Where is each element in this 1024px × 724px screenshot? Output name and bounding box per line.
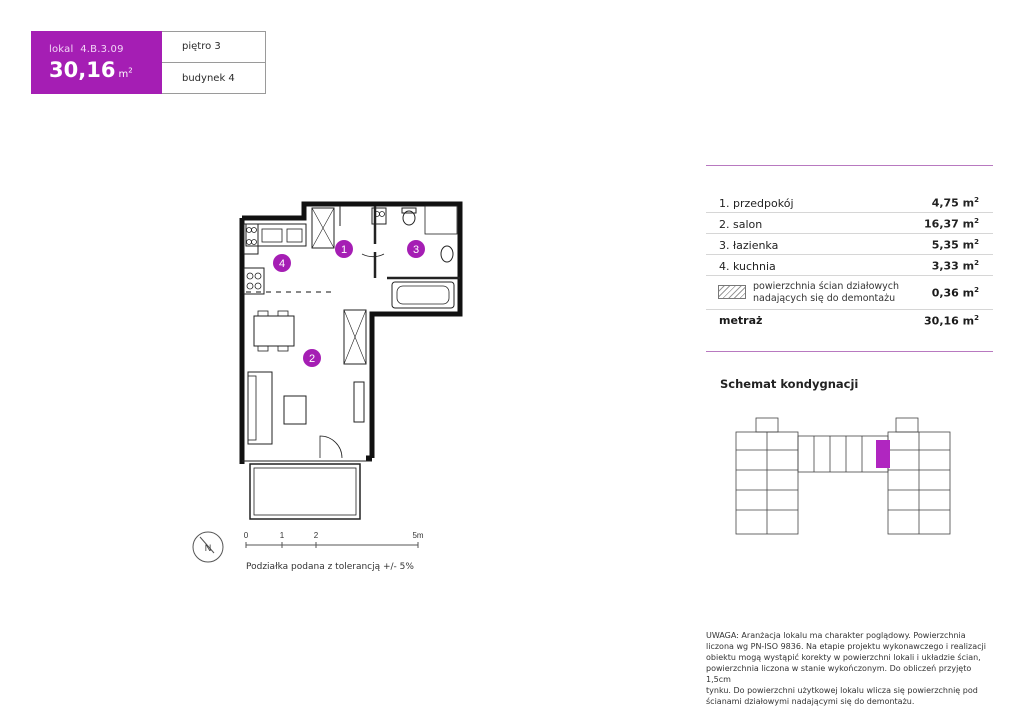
room-area-text: 4,75 m [931, 196, 975, 210]
disclaimer-note [706, 630, 996, 707]
lokal-id: 4.B.3.09 [80, 44, 124, 55]
room-name: 1. przedpokój [719, 197, 794, 210]
demolition-line: nadających się do demontażu [753, 293, 896, 304]
total-area: 30,16 $m^2$ [924, 314, 979, 328]
demolition-area: 0,36 $m^2$ [931, 286, 979, 300]
area-unit-text: m [118, 69, 129, 80]
room-area: 3,33 $m^2$ [931, 259, 979, 273]
room-area-table [706, 165, 993, 352]
room-marker-label: 1 [340, 244, 348, 256]
divider [706, 351, 993, 352]
schema-title: Schemat kondygnacji [720, 377, 859, 391]
lokal-label [49, 44, 124, 55]
room-name: 2. salon [719, 218, 763, 231]
floor-schema [730, 414, 980, 539]
building-label: budynek 4 [162, 62, 266, 93]
demolition-line: powierzchnia ścian działowych [753, 281, 900, 292]
divider [706, 165, 993, 166]
north-label: N [204, 543, 212, 553]
room-row [706, 255, 993, 276]
note-line: tynku. Do powierzchni użytkowej lokalu wlicza się powierzchnię pod [706, 686, 978, 695]
demolition-area-text: 0,36 m [931, 286, 975, 300]
room-area: 5,35 $m^2$ [931, 238, 979, 252]
unit-area-badge [31, 31, 162, 94]
unit-highlight [876, 440, 890, 468]
room-row [706, 213, 993, 234]
room-name: 4. kuchnia [719, 260, 776, 273]
unit-area-value: 30,16 [49, 58, 116, 82]
floor-plan [232, 196, 464, 526]
demolition-row [706, 276, 993, 310]
room-area-text: 5,35 m [931, 238, 975, 252]
room-area: 16,37 $m^2$ [924, 217, 979, 231]
total-row [706, 310, 993, 332]
note-line: UWAGA: Aranżacja lokalu ma charakter poglądowy. Powierzchnia [706, 631, 966, 640]
room-marker-label: 4 [278, 258, 286, 270]
demolition-desc [753, 281, 899, 305]
note-line: liczona wg PN-ISO 9836. Na etapie projektu wykonawczego i realizacji [706, 642, 986, 651]
room-marker-label: 2 [308, 353, 316, 365]
scale-tick-label: 5m [412, 531, 424, 540]
unit-area [49, 58, 133, 82]
unit-location [162, 31, 266, 94]
room-area: 4,75 $m^2$ [931, 196, 979, 210]
hatch-swatch-icon [718, 285, 746, 299]
total-area-text: 30,16 m [924, 314, 975, 328]
total-label: metraż [719, 314, 763, 327]
room-area-text: 16,37 m [924, 217, 975, 231]
scale-tick-label: 0 [243, 531, 249, 540]
note-line: ścianami działowymi nadającymi się do demontażu. [706, 697, 915, 706]
note-line: powierzchnia liczona w stanie wykończonym. Do obliczeń przyjęto 1,5cm [706, 664, 972, 684]
room-area-text: 3,33 m [931, 259, 975, 273]
note-line: obiektu mogą wystąpić korekty w powierzchni lokali i układzie ścian, [706, 653, 981, 662]
room-row [706, 234, 993, 255]
unit-area-unit: $m^2$ [118, 66, 133, 80]
room-markers [273, 240, 425, 367]
room-marker-label: 3 [412, 244, 420, 256]
lokal-word: lokal [49, 44, 74, 55]
scale-tick-label: 1 [279, 531, 285, 540]
tolerance-note: Podziałka podana z tolerancją +/- 5% [246, 562, 414, 572]
floor-label: piętro 3 [182, 41, 221, 52]
room-name: 3. łazienka [719, 239, 779, 252]
room-row [706, 192, 993, 213]
scale-tick-label: 2 [313, 531, 319, 540]
